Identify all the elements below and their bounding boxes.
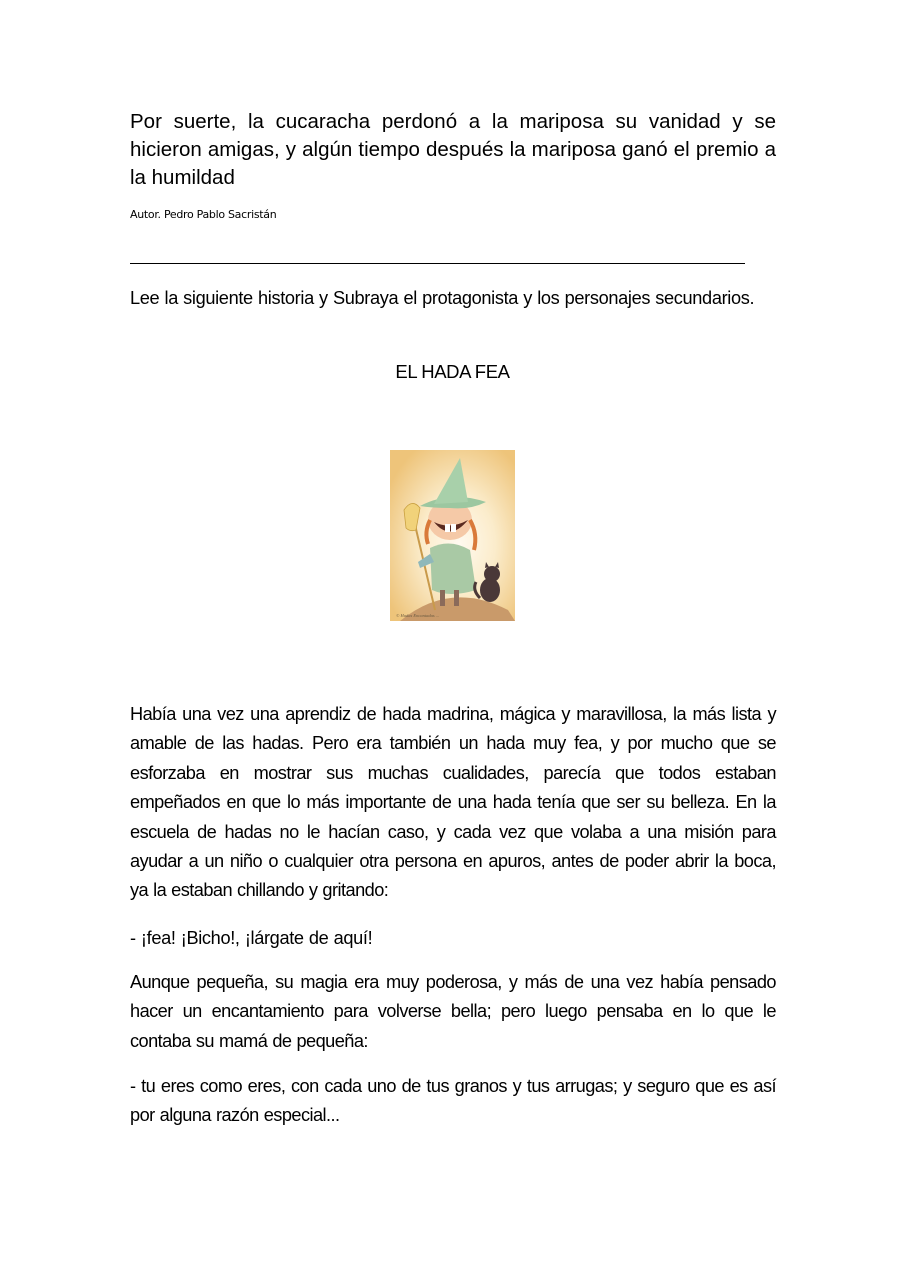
story-paragraph-2: - ¡fea! ¡Bicho!, ¡lárgate de aquí! [130,928,373,948]
instruction-paragraph: Lee la siguiente historia y Subraya el protagonista y los personajes secundarios. [130,288,755,308]
author-credit: Autor. Pedro Pablo Sacristán [130,208,277,221]
fairy-illustration [390,450,515,621]
story-paragraph-1: Había una vez una aprendiz de hada madrina, mágica y maravillosa, la más lista y amable de las hadas. Pero era también un hada muy fea, y por mucho que se esforzaba en mostrar sus muchas cualidades, parecía que todos estaban empeñados en que lo más importante de una hada tenía que ser su belleza. En la escuela de hadas no le hacían caso, y cada vez que volaba a una misión para ayudar a un niño o cualquier otra persona en apuros, antes de poder abrir la boca, ya la estaban chillando y gritando: [130,704,776,901]
intro-paragraph: Por suerte, la cucaracha perdonó a la mariposa su vanidad y se hicieron amigas, y algún tiempo después la mariposa ganó el premio a la humildad [130,110,776,189]
fairy-witch-icon [390,450,515,621]
separator-line [130,263,745,264]
svg-text:© Hadas Encantadas ...: © Hadas Encantadas ... [396,613,440,618]
story-paragraph-4: - tu eres como eres, con cada uno de tus granos y tus arrugas; y seguro que es así por alguna razón especial... [130,1076,776,1126]
story-paragraph-3: Aunque pequeña, su magia era muy poderosa, y más de una vez había pensado hacer un encantamiento para volverse bella; pero luego pensaba en lo que le contaba su mamá de pequeña: [130,972,776,1051]
story-title: EL HADA FEA [395,361,510,382]
